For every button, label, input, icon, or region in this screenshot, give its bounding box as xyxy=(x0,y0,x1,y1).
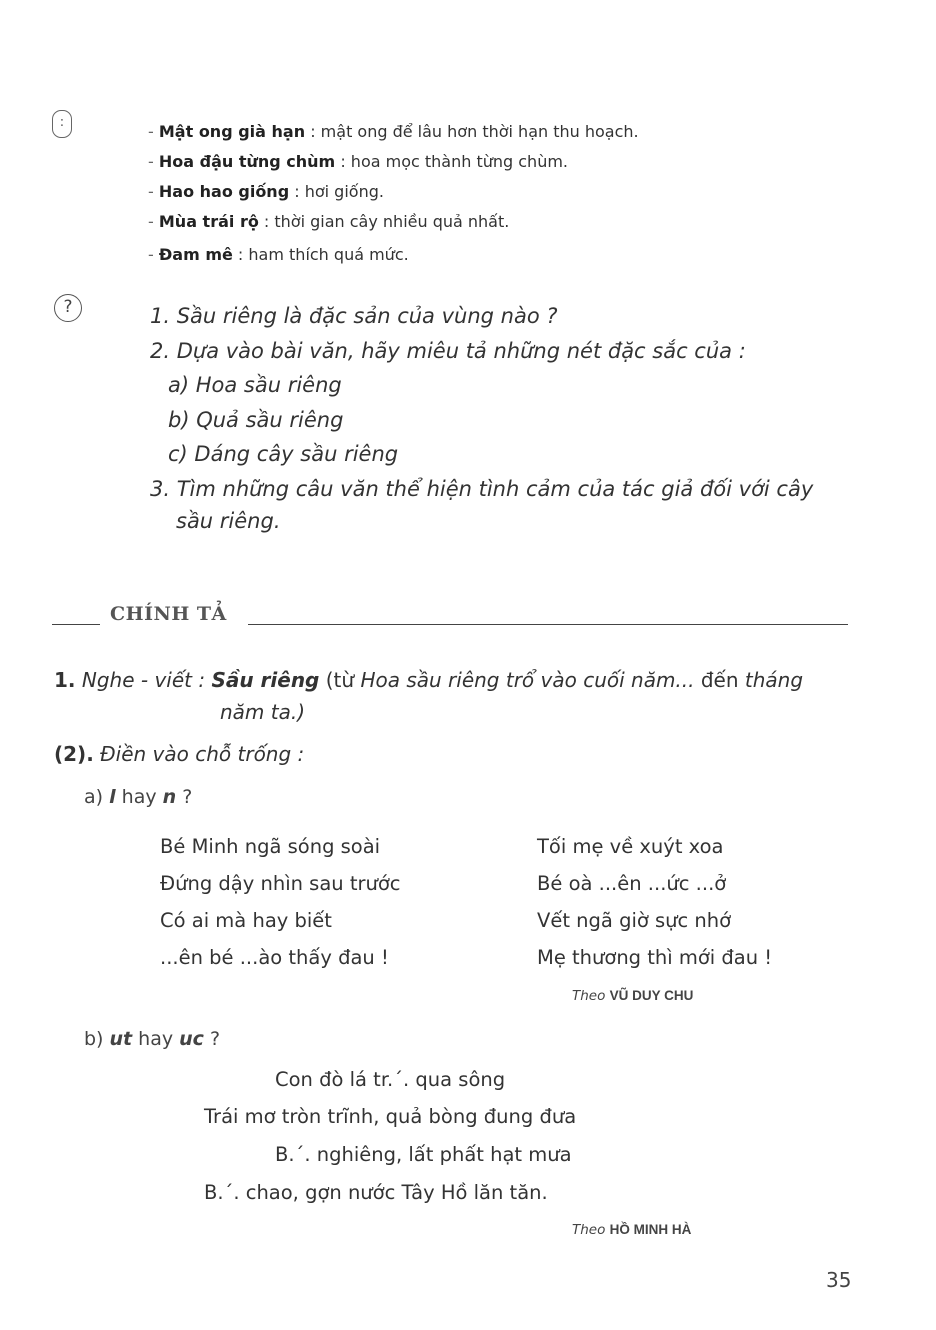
question-2c: c) Dáng cây sầu riêng xyxy=(168,442,399,466)
question-3: 3. Tìm những câu văn thể hiện tình cảm của tác giả đối với cây xyxy=(150,476,814,501)
glossary-term: Hao hao giống xyxy=(158,182,290,201)
exercise-2 xyxy=(54,742,304,766)
poem-line: ...ên bé ...ào thấy đau ! xyxy=(160,946,389,969)
poem-a-left-stanza xyxy=(160,830,401,978)
section-rule-right xyxy=(248,624,848,625)
exercise-label: Nghe - viết : xyxy=(75,668,212,692)
poem-line: Có ai mà hay biết xyxy=(160,909,332,932)
poem-a-attribution: Theo VŨ DUY CHU xyxy=(572,988,694,1004)
glossary-definition: : mật ong để lâu hơn thời hạn thu hoạch. xyxy=(305,122,639,141)
exercise-number: (2). xyxy=(54,742,94,766)
glossary-definition: : hoa mọc thành từng chùm. xyxy=(335,152,569,171)
poem-line: B.´. chao, gợn nước Tây Hồ lăn tăn. xyxy=(204,1181,548,1204)
exercise-1-line-2: năm ta.) xyxy=(220,700,306,724)
question-1: 1. Sầu riêng là đặc sản của vùng nào ? xyxy=(150,304,558,328)
exercise-1-line-1: 1. Nghe - viết : Sầu riêng (từ Hoa sầu riêng trổ vào cuối năm... đến tháng xyxy=(54,668,804,692)
poem-b-attribution: Theo HỒ MINH HÀ xyxy=(572,1222,692,1238)
poem-line: Bé oà ...ên ...ức ...ở xyxy=(537,872,727,895)
poem-line: Tối mẹ về xuýt xoa xyxy=(537,835,724,858)
exercise-2a-heading: a) l hay n ? xyxy=(84,786,193,808)
exercise-1 xyxy=(54,664,874,728)
glossary-definition: : thời gian cây nhiều quả nhất. xyxy=(258,212,510,231)
poem-line: Vết ngã giờ sực nhớ xyxy=(537,909,732,932)
glossary-item: - Hao hao giống : hơi giống. xyxy=(148,182,384,201)
exercise-2b-heading: b) ut hay uc ? xyxy=(84,1028,221,1050)
glossary-item: - Hoa đậu từng chùm : hoa mọc thành từng chùm. xyxy=(148,152,569,171)
poem-line: B.´. nghiêng, lất phất hạt mưa xyxy=(275,1143,572,1166)
glossary-definition: : ham thích quá mức. xyxy=(232,245,409,264)
question-2b: b) Quả sầu riêng xyxy=(168,407,344,432)
glossary-item: - Mật ong già hạn : mật ong để lâu hơn thời hạn thu hoạch. xyxy=(148,122,639,141)
page-number: 35 xyxy=(826,1268,852,1292)
poem-line: Bé Minh ngã sóng soài xyxy=(160,835,381,858)
exercise-title: Sầu riêng xyxy=(211,668,320,692)
section-rule-left xyxy=(52,624,100,625)
poem-line: Đứng dậy nhìn sau trước xyxy=(160,872,401,895)
colon-bubble-icon: : xyxy=(52,110,72,138)
glossary-definition: : hơi giống. xyxy=(289,182,384,201)
glossary-term: Mùa trái rộ xyxy=(158,212,259,231)
comprehension-questions xyxy=(150,300,870,537)
poem-line: Trái mơ tròn trĩnh, quả bòng đung đưa xyxy=(204,1105,577,1128)
question-3-continuation: sầu riêng. xyxy=(176,509,281,533)
poem-line: Con đò lá tr.´. qua sông xyxy=(275,1068,506,1091)
poem-a-right-stanza xyxy=(537,830,772,978)
glossary-item: - Mùa trái rộ : thời gian cây nhiều quả nhất. xyxy=(148,212,510,231)
glossary-item: - Đam mê : ham thích quá mức. xyxy=(148,245,409,264)
question-mark-icon: ? xyxy=(54,294,82,322)
section-title: CHÍNH TẢ xyxy=(110,603,227,625)
glossary-term: Mật ong già hạn xyxy=(158,122,306,141)
poem-line: Mẹ thương thì mới đau ! xyxy=(537,946,773,969)
exercise-label: Điền vào chỗ trống : xyxy=(93,742,305,766)
author-name: HỒ MINH HÀ xyxy=(609,1222,692,1237)
glossary-list xyxy=(148,118,639,271)
author-name: VŨ DUY CHU xyxy=(609,988,694,1003)
glossary-term: Đam mê xyxy=(158,245,233,264)
question-2: 2. Dựa vào bài văn, hãy miêu tả những nét đặc sắc của : xyxy=(150,338,746,363)
exercise-number: 1. xyxy=(54,668,76,692)
glossary-term: Hoa đậu từng chùm xyxy=(158,152,336,171)
question-2a: a) Hoa sầu riêng xyxy=(168,373,342,397)
exercise-excerpt: Hoa sầu riêng trổ vào cuối năm... xyxy=(360,668,695,692)
